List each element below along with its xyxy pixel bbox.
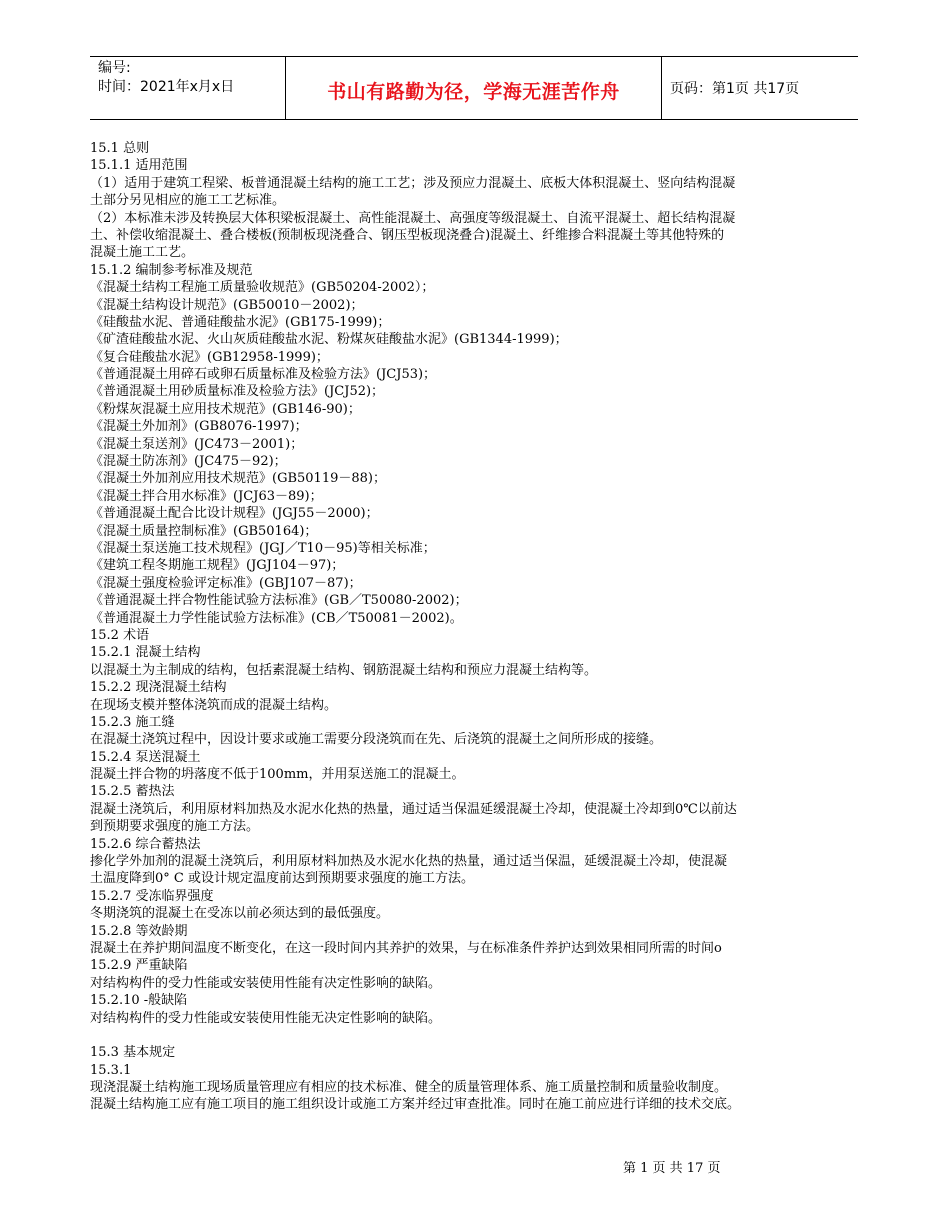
text-line: 现浇混凝土结构施工现场质量管理应有相应的技术标准、健全的质量管理体系、施工质量控制和质量验收制度。	[90, 1080, 728, 1096]
header-page-cell	[662, 57, 858, 119]
text-line: 15.1.2 编制参考标准及规范	[90, 262, 253, 278]
text-line: 《混凝土泵送施工技术规程》(JGJ／T10－95)等相关标准；	[90, 540, 436, 556]
text-line: 《普通混凝土拌合物性能试验方法标准》(GB／T50080-2002)；	[90, 593, 468, 609]
text-line: 土部分另见相应的施工工艺标准。	[90, 193, 286, 209]
motto-text: 书山有路勤为径，学海无涯苦作舟	[327, 81, 620, 103]
text-line: 15.3.1	[90, 1062, 132, 1078]
text-line: 15.2.7 受冻临界强度	[90, 888, 214, 904]
text-line: 在混凝土浇筑过程中，因设计要求或施工需要分段浇筑而在先、后浇筑的混凝土之间所形成的接缝。	[90, 732, 663, 748]
header-meta-cell	[90, 57, 286, 119]
text-line: 15.2.8 等效龄期	[90, 923, 188, 939]
text-line: 在现场支模并整体浇筑而成的混凝土结构。	[90, 697, 338, 713]
text-line: 15.2.5 蓄热法	[90, 784, 175, 800]
text-line: 15.2 术语	[90, 627, 150, 643]
text-line: 15.2.1 混凝土结构	[90, 645, 201, 661]
text-line: 《普通混凝土力学性能试验方法标准》(CB／T50081－2002)。	[90, 610, 463, 626]
document-body	[90, 140, 870, 1114]
text-line: 《混凝土强度检验评定标准》(GBJ107－87)；	[90, 575, 362, 591]
text-line: 《混凝土结构工程施工质量验收规范》(GB50204-2002）；	[90, 280, 435, 296]
page-number-info: 页码：第1页 共17页	[670, 81, 800, 97]
text-line: 15.2.4 泵送混凝土	[90, 749, 201, 765]
text-line: 到预期要求强度的施工方法。	[90, 819, 260, 835]
footer-page-number: 第 1 页 共 17 页	[623, 1161, 721, 1176]
text-line: 15.2.2 现浇混凝土结构	[90, 680, 227, 696]
text-line: 《混凝土泵送剂》(JC473－2001)；	[90, 436, 304, 452]
text-line: 《复合硅酸盐水泥》(GB12958-1999)；	[90, 349, 329, 365]
text-line: 15.2.10 -般缺陷	[90, 993, 188, 1009]
text-line: 《矿渣硅酸盐水泥、火山灰质硅酸盐水泥、粉煤灰硅酸盐水泥》(GB1344-1999)；	[90, 332, 568, 348]
text-line: 15.1 总则	[90, 141, 150, 156]
text-line: 《普通混凝土用砂质量标准及检验方法》(JCJ52)；	[90, 384, 385, 400]
text-line: 15.3 基本规定	[90, 1045, 176, 1061]
serial-number-label: 编号:	[98, 60, 131, 76]
page-footer	[623, 1157, 720, 1176]
text-line: 15.1.1 适用范围	[90, 158, 188, 174]
text-line: 《混凝土拌合用水标准》(JCJ63－89)；	[90, 488, 323, 504]
text-line: 混凝土浇筑后，利用原材料加热及水泥水化热的热量，通过适当保温延缓混凝土冷却，使混凝土冷却到0℃以前达	[90, 801, 737, 817]
date-label: 时间：2021年x月x日	[98, 79, 235, 95]
text-line: 《混凝土外加剂》(GB8076-1997)；	[90, 419, 308, 435]
text-line: 《建筑工程冬期施工规程》(JGJ104－97)；	[90, 558, 345, 574]
text-line: 掺化学外加剂的混凝土浇筑后，利用原材料加热及水泥水化热的热量，通过适当保温，延缓混凝土冷却，使混凝	[90, 854, 728, 870]
text-line: 对结构构件的受力性能或安装使用性能有决定性影响的缺陷。	[90, 975, 442, 991]
text-line: 混凝土结构施工应有施工项目的施工组织设计或施工方案并经过审查批准。同时在施工前应进行详细的技术交底。	[90, 1097, 741, 1113]
text-line: （2）本标准未涉及转换层大体积梁板混凝土、高性能混凝土、高强度等级混凝土、自流平混凝土、超长结构混凝	[90, 210, 736, 226]
text-line: 《普通混凝土用碎石或卵石质量标准及检验方法》(JCJ53)；	[90, 367, 437, 383]
text-line: 15.2.9 严重缺陷	[90, 958, 188, 974]
text-line: 15.2.3 施工缝	[90, 714, 175, 730]
page-header	[90, 56, 858, 120]
text-line: 15.2.6 综合蓄热法	[90, 836, 201, 852]
header-motto-cell	[286, 57, 662, 119]
text-line: 土、补偿收缩混凝土、叠合楼板(预制板现浇叠合、钢压型板现浇叠合)混凝土、纤维掺合料混凝土等其他特殊的	[90, 227, 725, 243]
text-line: 冬期浇筑的混凝土在受冻以前必须达到的最低强度。	[90, 906, 390, 922]
text-line: 《混凝土防冻剂》(JC475－92)；	[90, 454, 287, 470]
text-line: 《混凝土外加剂应用技术规范》(GB50119－88)；	[90, 471, 386, 487]
text-line	[90, 1027, 870, 1044]
text-line: 混凝土施工工艺。	[90, 245, 195, 261]
text-line: 《粉煤灰混凝土应用技术规范》(GB146-90)；	[90, 401, 361, 417]
text-line: 土温度降到0° C 或设计规定温度前达到预期要求强度的施工方法。	[90, 871, 474, 887]
text-line: 《硅酸盐水泥、普通硅酸盐水泥》(GB175-1999)；	[90, 314, 391, 330]
text-line: 以混凝土为主制成的结构，包括素混凝土结构、钢筋混凝土结构和预应力混凝土结构等。	[90, 662, 598, 678]
text-line: 混凝土拌合物的坍落度不低于100mm，并用泵送施工的混凝土。	[90, 767, 465, 783]
text-line: （1）适用于建筑工程梁、板普通混凝土结构的施工工艺；涉及预应力混凝土、底板大体积混凝土、竖向结构混凝	[90, 175, 736, 191]
text-line: 《混凝土质量控制标准》(GB50164)；	[90, 523, 318, 539]
text-line: 混凝土在养护期间温度不断变化，在这一段时间内其养护的效果，与在标准条件养护达到效果相同所需的时间o	[90, 940, 722, 956]
text-line: 《普通混凝土配合比设计规程》(JGJ55－2000)；	[90, 506, 379, 522]
text-line: 《混凝土结构设计规范》(GB50010－2002)；	[90, 297, 364, 313]
text-line: 对结构构件的受力性能或安装使用性能无决定性影响的缺陷。	[90, 1010, 442, 1026]
